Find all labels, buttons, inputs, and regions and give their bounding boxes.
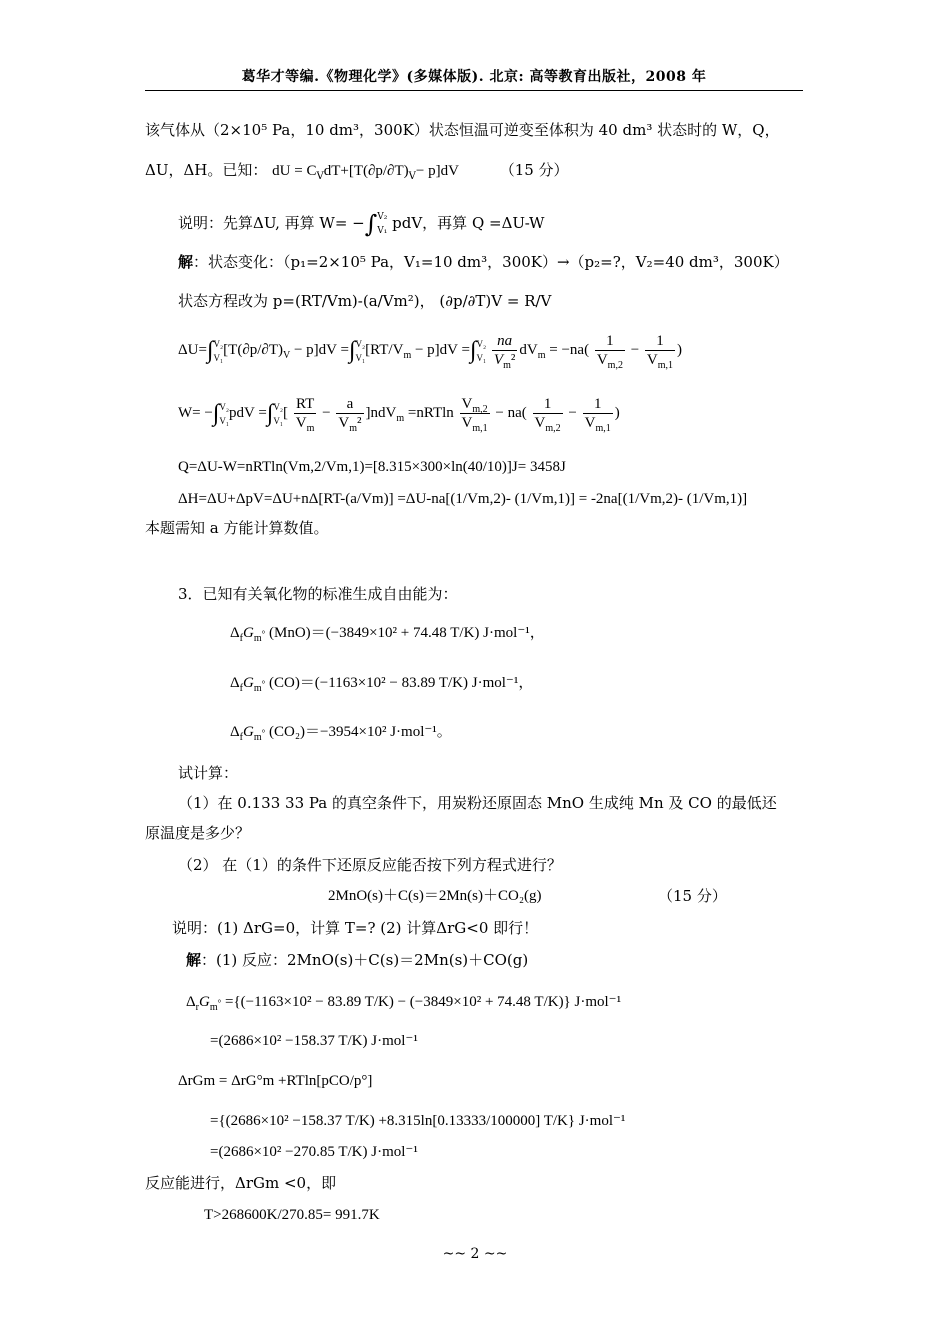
- score-note: （15 分）: [499, 161, 569, 179]
- text-line: （2） 在（1）的条件下还原反应能否按下列方程式进行？: [178, 856, 562, 874]
- text-fragment: ΔU，ΔH。已知：: [145, 161, 268, 179]
- score-note: （15 分）: [658, 887, 727, 905]
- solution-line: ΔrGm = ΔrG°m +RTln[pCO/p°]: [178, 1073, 373, 1089]
- text-line: 试计算：: [178, 764, 239, 782]
- formula-fragment: (CO₂)＝−3954×10² J·mol⁻¹。: [268, 724, 452, 740]
- text-line: [178, 210, 544, 238]
- question-title: 3．已知有关氧化物的标准生成自由能为：: [178, 585, 458, 603]
- text-line: [186, 950, 528, 970]
- formula-fragment: − p]dV: [415, 163, 459, 179]
- integral-limits: V₂ V₁: [377, 212, 388, 236]
- header-rule: [145, 90, 803, 91]
- formula-fragment: dT+[T(∂p/∂T): [323, 163, 409, 179]
- gibbs-co2: $\Delta_fG_m^\circ$ (CO₂)＝−3954×10² J·mol⁻¹。: [230, 724, 452, 743]
- text-line: （1）在 0.133 33 Pa 的真空条件下，用炭粉还原固态 MnO 生成纯 Mn 及 CO 的最低还: [178, 794, 777, 812]
- text-fragment: 说明：先算ΔU, 再算 W= −: [178, 214, 365, 232]
- formula-fragment: (MnO)＝(−3849×10² + 74.48 T/K) J·mol⁻¹，: [268, 625, 545, 641]
- solution-line: $\Delta_rG_m^\circ =\{(-1163\times 10^2 - 83.89$ T/K) − (−3849×10² + 74.48 T/K)} J·mol⁻¹: [186, 994, 622, 1013]
- text-line: 状态方程改为 p=(RT/Vm)-(a/Vm²)， (∂p/∂T)V = R/V: [178, 292, 552, 310]
- heat-equation: Q=ΔU-W=nRTln(Vm,2/Vm,1)=[8.315×300×ln(40/10)]J= 3458J: [178, 459, 566, 475]
- text-line: 说明：(1) ΔrG=0，计算 T=? (2) 计算ΔrG<0 即行！: [172, 919, 539, 937]
- solution-line: =(2686×10² −158.37 T/K) J·mol⁻¹: [210, 1033, 418, 1049]
- work-equation: W= −∫V₂ V₁pdV =∫V₂ V₁[ $\frac{RT}{V_m}$ − $\frac{a}{V_m^2}$ ]ndV$_m$ =nRTln $\frac{V_{m,2}}{V_{m,1}}$ − na( $\frac{1}{V_{m,2}}$ − $\frac{1}{V_{m,1}}$ ): [178, 396, 620, 435]
- formula-fragment: (CO)＝(−1163×10² − 83.89 T/K) J·mol⁻¹，: [268, 675, 534, 691]
- reaction-equation: 2MnO(s)＋C(s)＝2Mn(s)＋CO₂(g): [328, 888, 542, 904]
- formula-fragment: ={(−1163×10² − 83.89 T/K) − (−3849×10² + 74.48 T/K)} J·mol⁻¹: [224, 994, 622, 1010]
- solution-line: ={(2686×10² −158.37 T/K) +8.315ln[0.13333/100000] T/K} J·mol⁻¹: [210, 1113, 626, 1129]
- text-line: 本题需知 a 方能计算数值。: [145, 519, 329, 537]
- text-line: 反应能进行，ΔrGm <0，即: [145, 1174, 337, 1192]
- text-line: [178, 252, 789, 272]
- solution-line: =(2686×10² −270.85 T/K) J·mol⁻¹: [210, 1144, 418, 1160]
- text-line: 原温度是多少？: [145, 824, 251, 842]
- integral-sign: ∫: [364, 210, 378, 238]
- solution-line: T>268600K/270.85= 991.7K: [204, 1207, 380, 1223]
- bold-label: 解: [186, 951, 202, 969]
- text-fragment: pdV，再算 Q =ΔU-W: [392, 214, 545, 232]
- text-line: 该气体从（2×10⁵ Pa，10 dm³，300K）状态恒温可逆变至体积为 40 dm³ 状态时的 W，Q，: [145, 121, 780, 139]
- enthalpy-equation: ΔH=ΔU+ΔpV=ΔU+nΔ[RT-(a/Vm)] =ΔU-na[(1/Vm,2)- (1/Vm,1)] = -2na[(1/Vm,2)- (1/Vm,1)]: [178, 491, 748, 507]
- text-line: ΔU，ΔH。已知： dU = $C_VdT+[T(\partial p/\partial T)_V- p]dV$ （15 分）: [145, 161, 569, 182]
- page-number: ~~ 2 ~~: [442, 1246, 508, 1262]
- gibbs-mno: $\Delta_fG_m^\circ$ (MnO)＝(−3849×10² + 74.48 T/K) J·mol⁻¹，: [230, 625, 545, 644]
- running-header: 葛华才等编.《物理化学》(多媒体版). 北京: 高等教育出版社，2008 年: [241, 69, 707, 85]
- text-fragment: ：(1) 反应：2MnO(s)＋C(s)＝2Mn(s)＋CO(g): [201, 951, 529, 969]
- gibbs-co: $\Delta_fG_m^\circ$ (CO)＝(−1163×10² − 83.89 T/K) J·mol⁻¹，: [230, 675, 534, 694]
- formula-fragment: dU = C: [272, 163, 317, 179]
- bold-label: 解: [178, 253, 194, 271]
- delta-u-equation: ΔU=∫V₂ $V_1[T(\partial p/\partial T)_V - p]dV =\int V_2$ $V_1[RT/V_m - p]dV =\int V_2$ V₁ $\frac{na}{V_m^2}$ $dV_m = -na$( $\frac{1}{V_{m,2}}$ − $\frac{1}{V_{m,1}}$ ): [178, 333, 683, 372]
- text-fragment: ：状态变化：（p₁=2×10⁵ Pa，V₁=10 dm³，300K）→（p₂=?，V₂=40 dm³，300K）: [193, 253, 789, 271]
